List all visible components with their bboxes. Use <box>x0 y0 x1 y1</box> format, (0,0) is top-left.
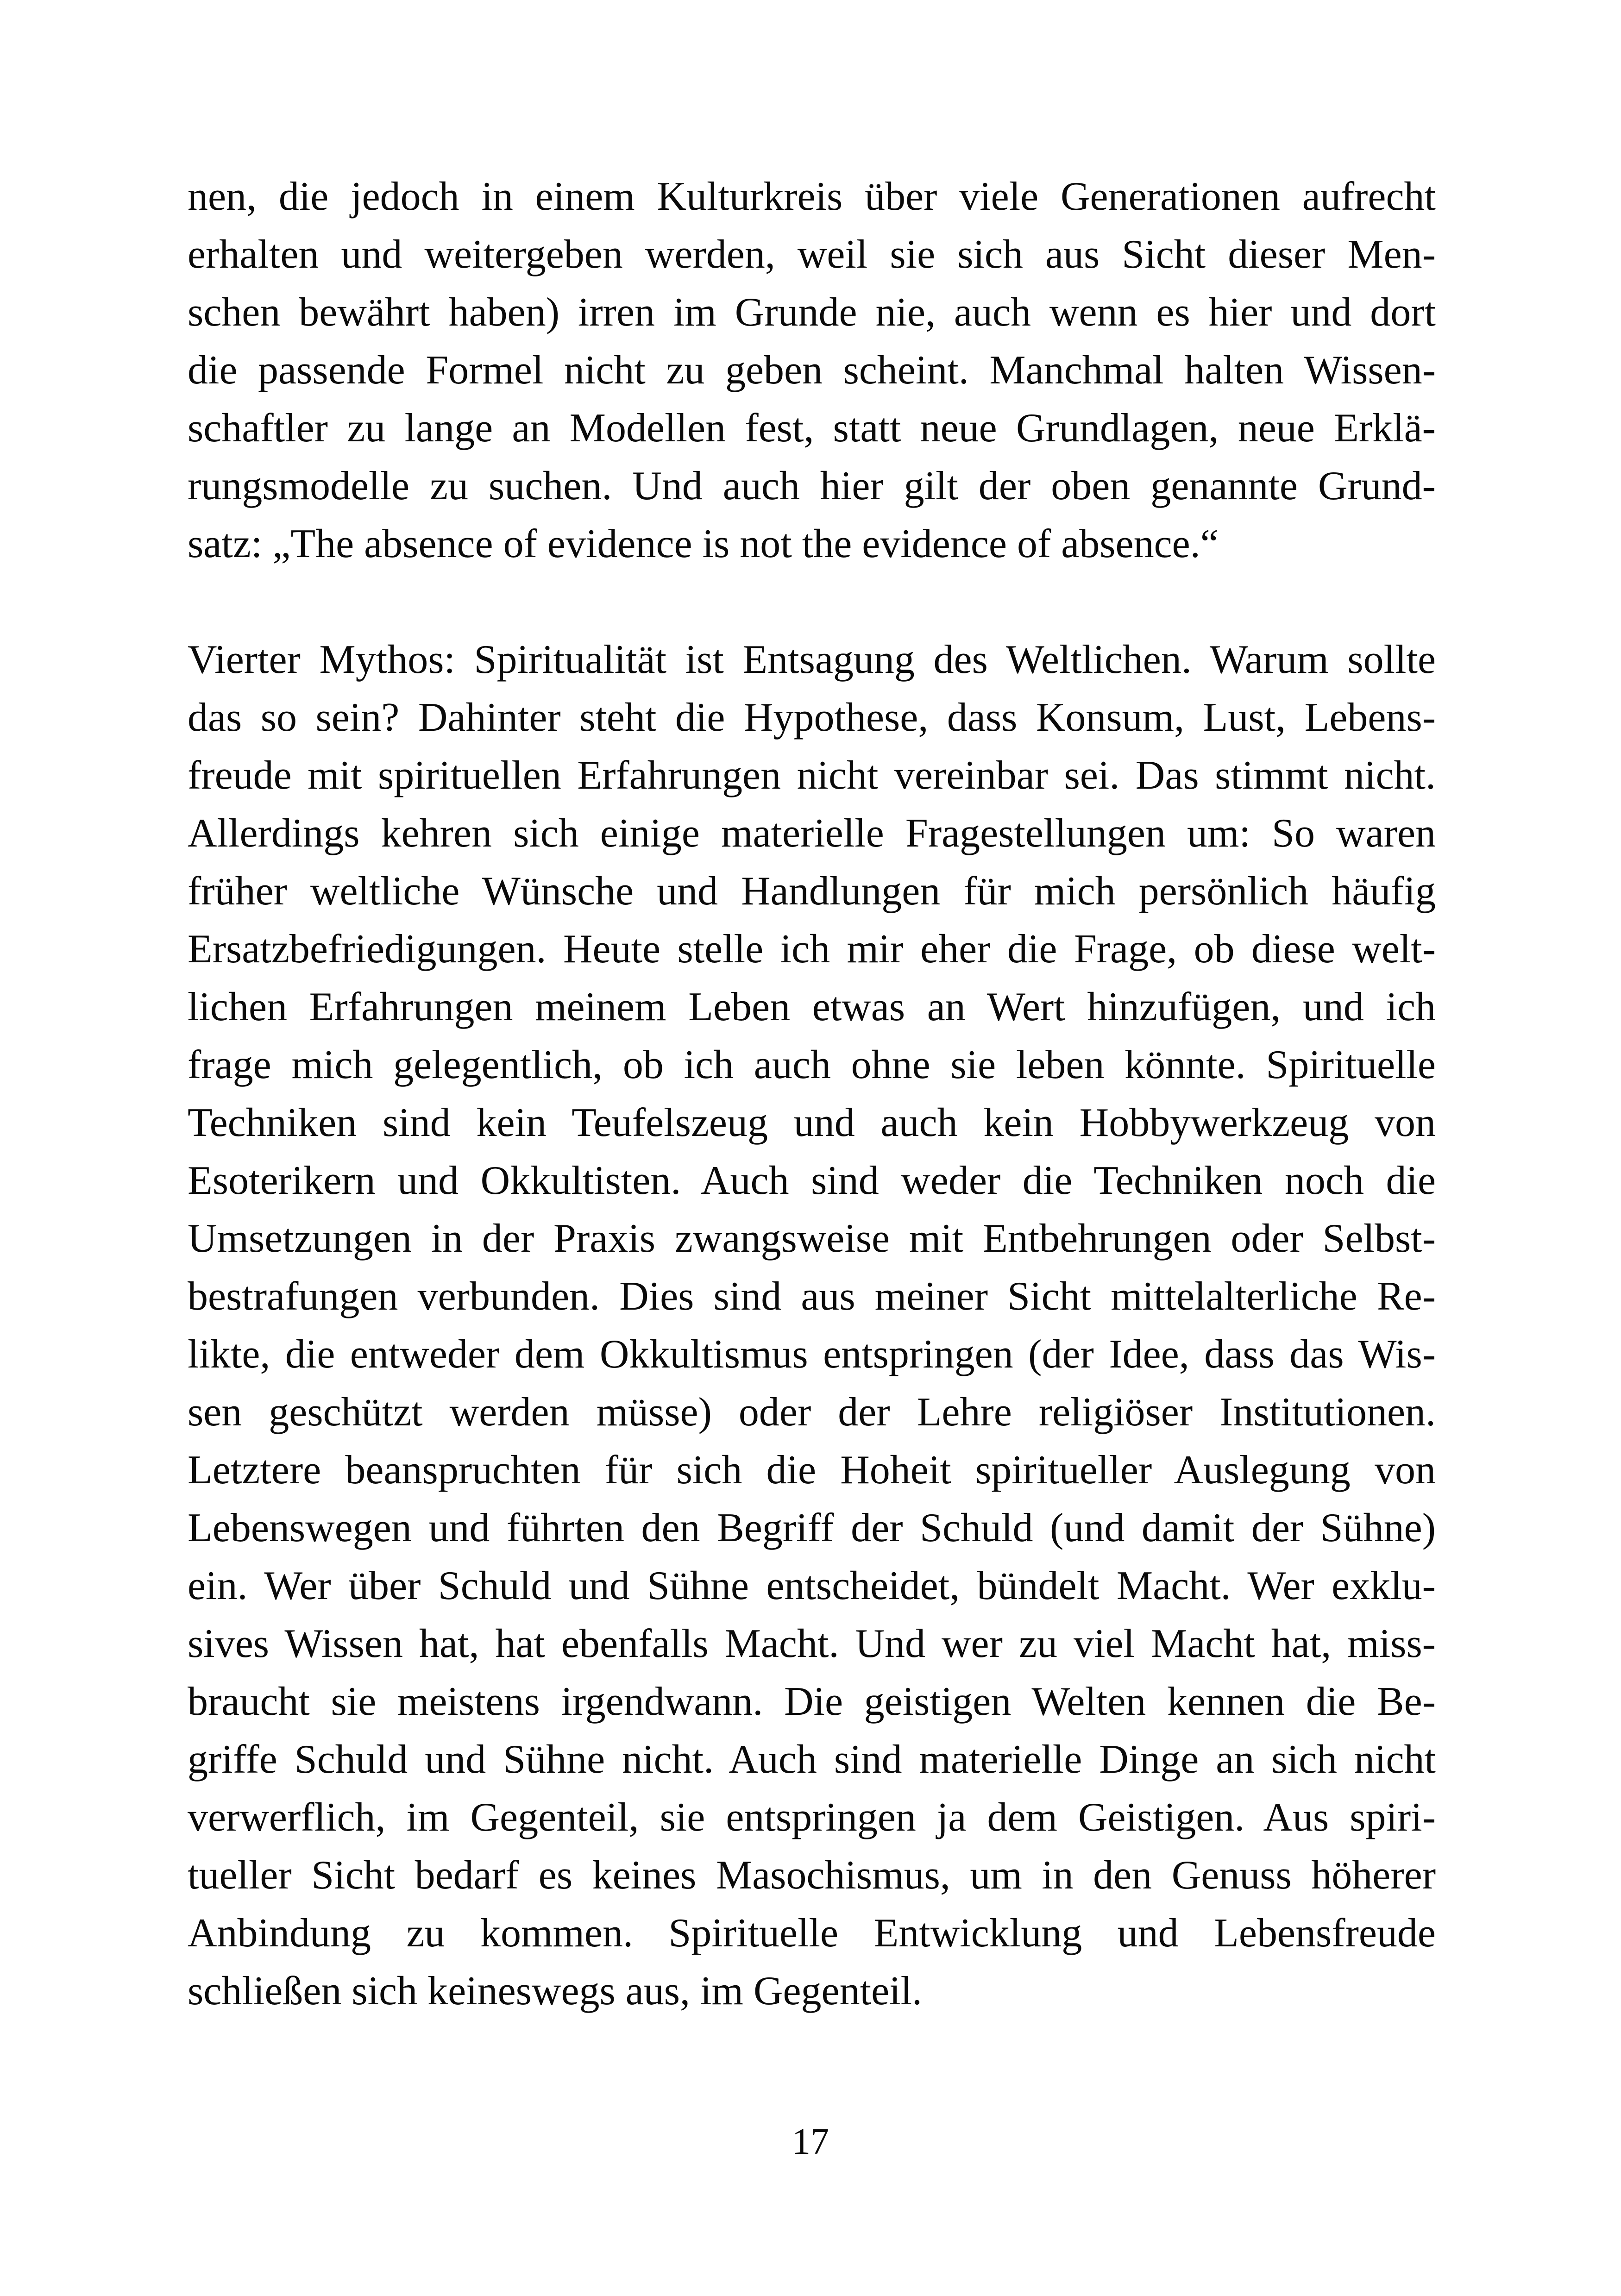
text-line: erhalten und weitergeben werden, weil sie sich aus Sicht dieser Men- <box>188 232 1436 277</box>
text-line: die passende Formel nicht zu geben scheint. Manchmal halten Wissen- <box>188 348 1436 393</box>
text-line: verwerflich, im Gegenteil, sie entspringen ja dem Geistigen. Aus spiri- <box>188 1795 1436 1840</box>
text-line: lichen Erfahrungen meinem Leben etwas an Wert hinzufügen, und ich <box>188 985 1436 1029</box>
text-line: bestrafungen verbunden. Dies sind aus meiner Sicht mittelalterliche Re- <box>188 1274 1436 1319</box>
text-line: nen, die jedoch in einem Kulturkreis über viele Generationen aufrecht <box>188 174 1436 219</box>
text-line: sen geschützt werden müsse) oder der Lehre religiöser Institutionen. <box>188 1390 1436 1435</box>
text-line: likte, die entweder dem Okkultismus entspringen (der Idee, dass das Wis- <box>188 1332 1436 1377</box>
text-line: Esoterikern und Okkultisten. Auch sind weder die Techniken noch die <box>188 1158 1436 1203</box>
text-line: Letztere beanspruchten für sich die Hoheit spiritueller Auslegung von <box>188 1448 1436 1493</box>
text-line: braucht sie meistens irgendwann. Die geistigen Welten kennen die Be- <box>188 1679 1436 1724</box>
text-line: rungsmodelle zu suchen. Und auch hier gilt der oben genannte Grund- <box>188 464 1436 508</box>
text-line: Umsetzungen in der Praxis zwangsweise mit Entbehrungen oder Selbst- <box>188 1216 1436 1261</box>
text-line: satz: „The absence of evidence is not the evidence of absence.“ <box>188 521 1219 566</box>
text-line: Allerdings kehren sich einige materielle Fragestellungen um: So waren <box>188 811 1436 856</box>
text-line: griffe Schuld und Sühne nicht. Auch sind materielle Dinge an sich nicht <box>188 1737 1436 1782</box>
paragraph-gap <box>188 573 1436 631</box>
page-number: 17 <box>792 2121 829 2162</box>
text-line: Lebenswegen und führten den Begriff der Schuld (und damit der Sühne) <box>188 1506 1436 1550</box>
text-line: schen bewährt haben) irren im Grunde nie, auch wenn es hier und dort <box>188 290 1436 335</box>
text-line: schließen sich keineswegs aus, im Gegenteil. <box>188 1969 923 2014</box>
text-line: früher weltliche Wünsche und Handlungen für mich persönlich häufig <box>188 869 1436 914</box>
text-line: Techniken sind kein Teufelszeug und auch kein Hobbywerkzeug von <box>188 1100 1436 1145</box>
text-line: das so sein? Dahinter steht die Hypothese, dass Konsum, Lust, Lebens- <box>188 695 1436 740</box>
paragraph <box>188 631 1436 2020</box>
body-text <box>188 168 1436 2020</box>
text-line: ein. Wer über Schuld und Sühne entscheidet, bündelt Macht. Wer exklu- <box>188 1563 1436 1608</box>
text-line: Anbindung zu kommen. Spirituelle Entwicklung und Lebensfreude <box>188 1911 1436 1956</box>
text-line: Vierter Mythos: Spiritualität ist Entsagung des Weltlichen. Warum sollte <box>188 637 1436 682</box>
text-line: Ersatzbefriedigungen. Heute stelle ich mir eher die Frage, ob diese welt- <box>188 927 1436 972</box>
text-line: frage mich gelegentlich, ob ich auch ohne sie leben könnte. Spirituelle <box>188 1042 1436 1087</box>
text-line: tueller Sicht bedarf es keines Masochismus, um in den Genuss höherer <box>188 1853 1436 1898</box>
text-line: schaftler zu lange an Modellen fest, statt neue Grundlagen, neue Erklä- <box>188 406 1436 451</box>
paragraph <box>188 168 1436 573</box>
text-line: freude mit spirituellen Erfahrungen nicht vereinbar sei. Das stimmt nicht. <box>188 753 1436 798</box>
text-line: sives Wissen hat, hat ebenfalls Macht. Und wer zu viel Macht hat, miss- <box>188 1621 1436 1666</box>
